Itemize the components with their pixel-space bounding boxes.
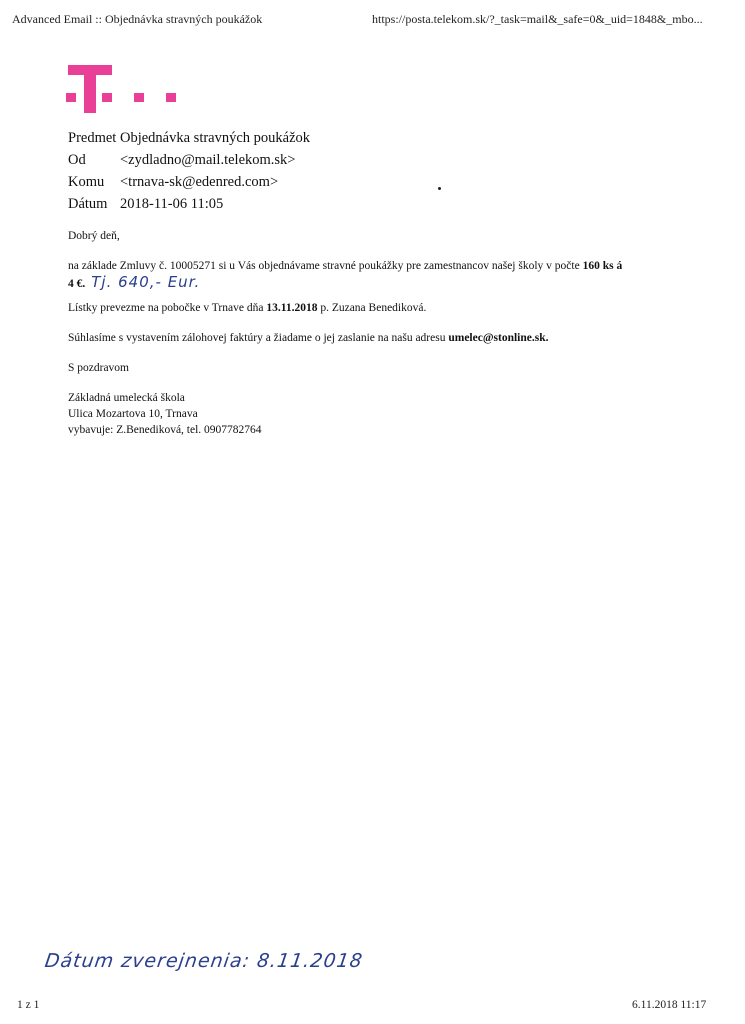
email-body [68,228,668,438]
invoice-paragraph [68,330,668,346]
handwritten-publication-date: Dátum zverejnenia: 8.11.2018 [43,950,365,972]
pickup-text: Lístky prevezme na pobočke v Trnave dňa [68,302,267,314]
pickup-person: p. Zuzana Benediková. [317,302,427,314]
signature-line-1: Základná umelecká škola [68,392,185,404]
handwritten-total: Tj. 640,- Eur. [91,273,201,291]
to-row [68,171,310,193]
invoice-email: umelec@stonline.sk. [448,332,549,344]
closing: S pozdravom [68,362,130,374]
date-row [68,193,310,215]
order-each: á [613,260,623,272]
order-price: 4 €. [68,278,86,290]
date-label: Dátum [68,196,108,212]
page-number: 1 z 1 [17,999,40,1011]
to-label: Komu [68,174,105,190]
print-header-title: Advanced Email :: Objednávka stravných poukážok [12,12,263,26]
greeting: Dobrý deň, [68,230,120,242]
print-timestamp: 6.11.2018 11:17 [632,999,707,1011]
telekom-t-logo [62,63,182,115]
to-value: <trnava-sk@edenred.com> [120,174,279,190]
invoice-text: Súhlasíme s vystavením zálohovej faktúry a žiadame o jej zaslanie na našu adresu [68,332,449,344]
pickup-paragraph [68,300,668,316]
from-label: Od [68,152,86,168]
pickup-date: 13.11.2018 [266,302,318,314]
order-quantity: 160 ks [582,260,614,272]
order-paragraph [68,258,668,292]
stray-dot [438,187,441,190]
signature-line-3: vybavuje: Z.Benediková, tel. 0907782764 [68,424,262,436]
subject-value: Objednávka stravných poukážok [120,130,311,146]
from-value: <zydladno@mail.telekom.sk> [120,152,296,168]
subject-row [68,127,310,149]
from-row [68,149,310,171]
date-value: 2018-11-06 11:05 [120,196,224,212]
subject-label: Predmet [68,130,117,146]
signature-line-2: Ulica Mozartova 10, Trnava [68,408,198,420]
order-text: na základe Zmluvy č. 10005271 si u Vás objednávame stravné poukážky pre zamestnancov našej školy v počte [68,260,583,272]
print-header-url: https://posta.telekom.sk/?_task=mail&_safe=0&_uid=1848&_mbo... [372,12,703,26]
email-meta [68,127,310,215]
